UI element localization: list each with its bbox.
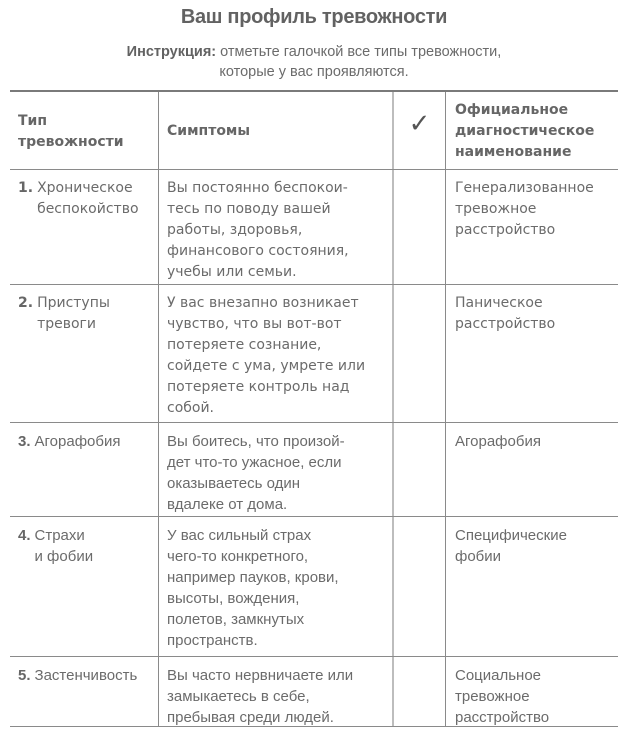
- anxiety-type-cell: [10, 423, 159, 516]
- symptoms-line: собой.: [167, 400, 215, 416]
- symptoms-cell: [159, 657, 394, 726]
- symptoms-cell: [159, 170, 394, 284]
- symptoms-line: У вас сильный страх: [167, 527, 312, 544]
- symptoms-line: вдалеке от дома.: [167, 496, 288, 513]
- table-row: [10, 285, 618, 423]
- header-type: [10, 92, 159, 169]
- diagnosis-line: расстройство: [455, 316, 556, 332]
- diagnosis-line: расстройство: [455, 222, 556, 238]
- anxiety-type-line: беспокойство: [37, 201, 139, 217]
- row-number: 2.: [18, 295, 34, 311]
- anxiety-type-cell: [10, 170, 159, 284]
- table-row: [10, 657, 618, 727]
- symptoms-line: Вы постоянно беспокои-: [167, 180, 348, 196]
- symptoms-line: потеряете контроль над: [167, 379, 350, 395]
- check-cell[interactable]: [394, 517, 446, 656]
- header-type-line: тревожности: [18, 134, 124, 150]
- anxiety-type-line: Агорафобия: [34, 433, 121, 450]
- table-row: [10, 517, 618, 657]
- header-diagnosis-line: наименование: [455, 144, 572, 160]
- symptoms-line: потеряете сознание,: [167, 337, 322, 353]
- anxiety-type-line: Застенчивость: [34, 667, 138, 684]
- diagnosis-line: тревожное: [455, 688, 530, 705]
- check-cell[interactable]: [394, 657, 446, 726]
- symptoms-line: чего-то конкретного,: [167, 548, 309, 565]
- instruction-line-1: отметьте галочкой все типы тревожности,: [220, 44, 502, 60]
- anxiety-type-line: Страхи: [34, 527, 85, 544]
- diagnosis-cell: [446, 517, 618, 656]
- row-number: 5.: [18, 667, 31, 684]
- symptoms-line: тесь по поводу вашей: [167, 201, 331, 217]
- symptoms-line: оказываетесь один: [167, 475, 301, 492]
- diagnosis-cell: [446, 657, 618, 726]
- symptoms-cell: [159, 517, 394, 656]
- symptoms-line: дет что-то ужасное, если: [167, 454, 342, 471]
- row-number: 3.: [18, 433, 31, 450]
- symptoms-line: работы, здоровья,: [167, 222, 303, 238]
- diagnosis-line: Агорафобия: [455, 433, 541, 450]
- diagnosis-line: Генерализованное: [455, 180, 594, 196]
- checkmark-icon: ✓: [408, 109, 431, 139]
- symptoms-line: замыкаетесь в себе,: [167, 688, 310, 705]
- instruction: [0, 42, 628, 82]
- symptoms-line: У вас внезапно возникает: [167, 295, 359, 311]
- anxiety-type-line: Приступы: [37, 295, 110, 311]
- instruction-line-2: которые у вас проявляются.: [219, 64, 409, 80]
- anxiety-type-line: и фобии: [34, 548, 94, 565]
- check-cell[interactable]: [394, 285, 446, 422]
- table-row: [10, 423, 618, 517]
- row-number: 4.: [18, 527, 31, 544]
- diagnosis-line: тревожное: [455, 201, 537, 217]
- symptoms-line: например пауков, крови,: [167, 569, 339, 586]
- symptoms-line: учебы или семьи.: [167, 264, 297, 280]
- diagnosis-line: Специфические: [455, 527, 567, 544]
- diagnosis-line: Социальное: [455, 667, 542, 684]
- table-row: [10, 170, 618, 285]
- diagnosis-line: Паническое: [455, 295, 543, 311]
- symptoms-line: высоты, вождения,: [167, 590, 300, 607]
- row-number: 1.: [18, 180, 34, 196]
- header-check: [394, 92, 446, 169]
- anxiety-type-cell: [10, 517, 159, 656]
- anxiety-profile-table: [10, 90, 618, 727]
- anxiety-type-cell: [10, 657, 159, 726]
- symptoms-line: финансового состояния,: [167, 243, 349, 259]
- header-diagnosis-line: Официальное: [455, 102, 569, 118]
- symptoms-line: Вы боитесь, что произой-: [167, 433, 345, 450]
- symptoms-line: чувство, что вы вот-вот: [167, 316, 342, 332]
- symptoms-line: пространств.: [167, 632, 258, 649]
- diagnosis-line: фобии: [455, 548, 502, 565]
- header-type-line: Тип: [18, 113, 48, 129]
- diagnosis-cell: [446, 170, 618, 284]
- diagnosis-cell: [446, 285, 618, 422]
- anxiety-type-line: Хроническое: [37, 180, 133, 196]
- symptoms-line: Вы часто нервничаете или: [167, 667, 354, 684]
- anxiety-type-line: тревоги: [37, 316, 96, 332]
- header-symptoms: Симптомы: [159, 92, 394, 169]
- page-title: Ваш профиль тревожности: [180, 6, 448, 28]
- check-cell[interactable]: [394, 170, 446, 284]
- symptoms-cell: [159, 285, 394, 422]
- symptoms-line: сойдете с ума, умрете или: [167, 358, 366, 374]
- anxiety-type-cell: [10, 285, 159, 422]
- header-diagnosis: [446, 92, 618, 169]
- instruction-label: Инструкция:: [126, 44, 217, 60]
- symptoms-line: пребывая среди людей.: [167, 709, 334, 726]
- table-header-row: [10, 92, 618, 170]
- check-cell[interactable]: [394, 423, 446, 516]
- symptoms-cell: [159, 423, 394, 516]
- symptoms-line: полетов, замкнутых: [167, 611, 305, 628]
- diagnosis-cell: [446, 423, 618, 516]
- header-diagnosis-line: диагностическое: [455, 123, 595, 139]
- diagnosis-line: расстройство: [455, 709, 550, 726]
